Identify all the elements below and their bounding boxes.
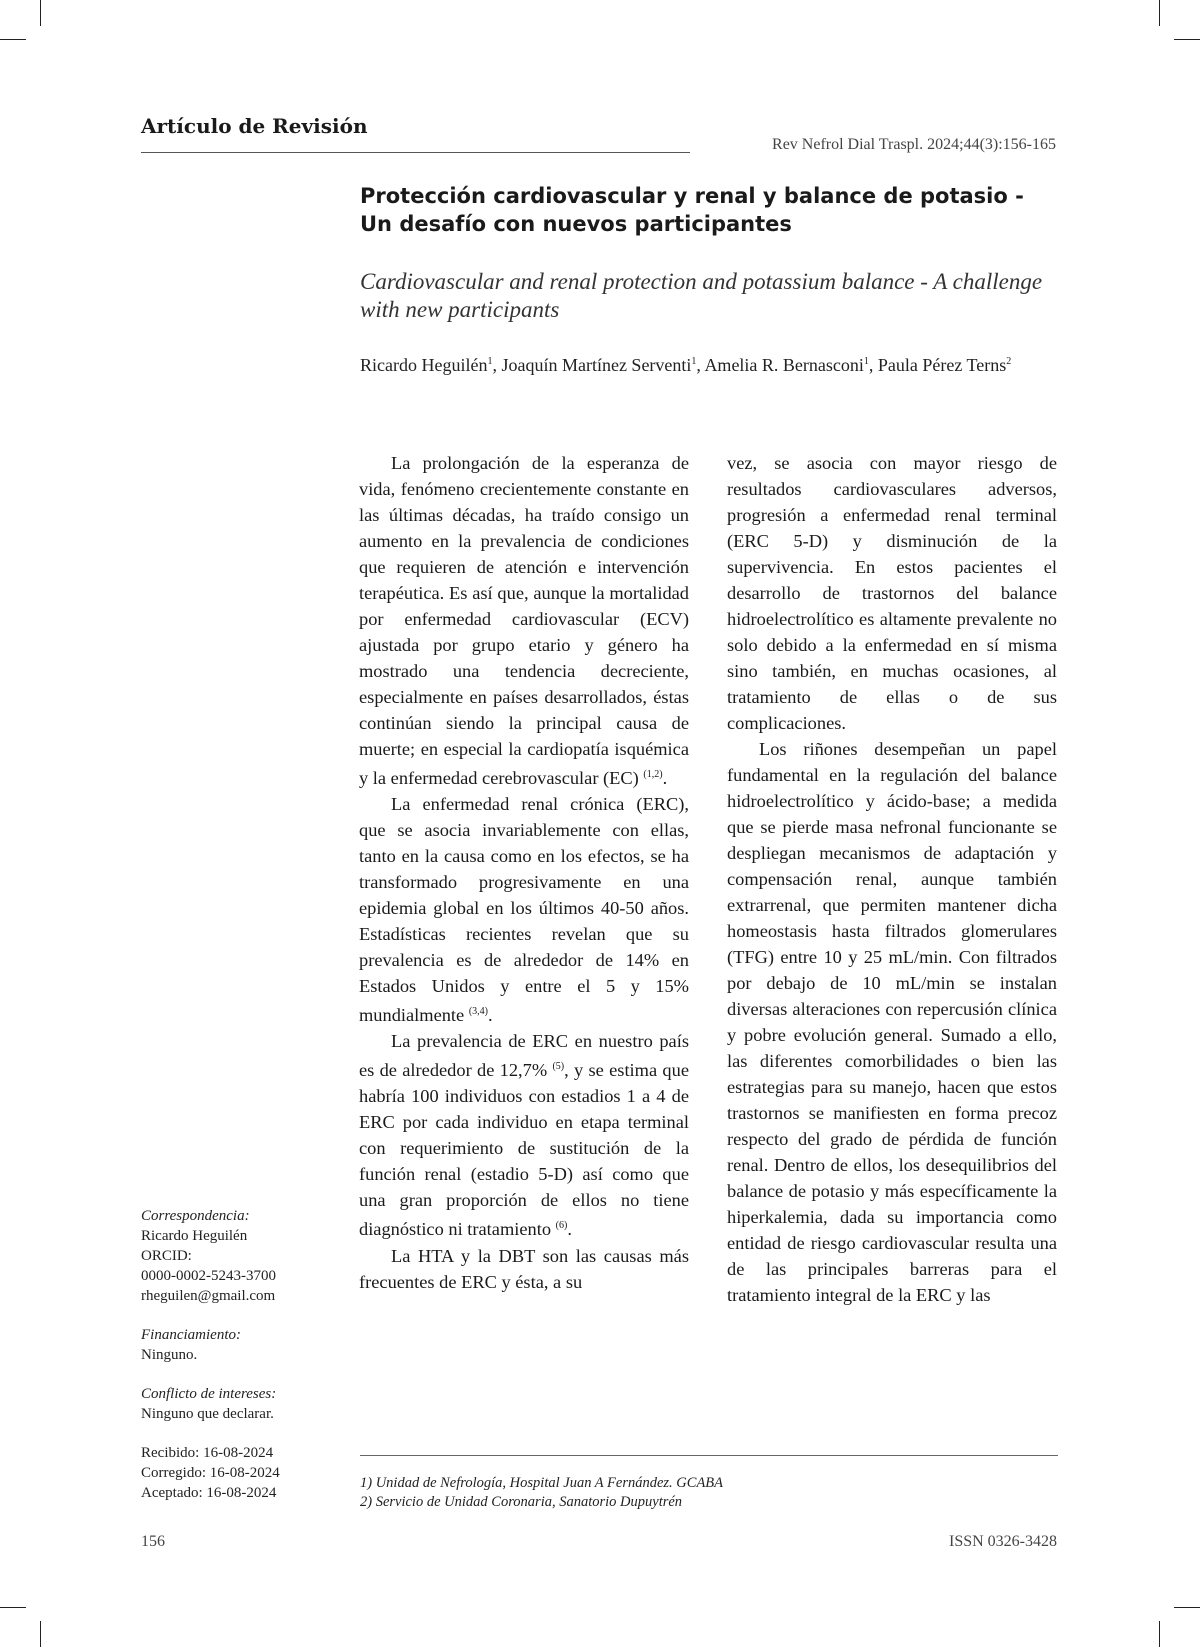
author-name: Paula Pérez Terns bbox=[877, 355, 1007, 375]
section-title: Artículo de Revisión bbox=[141, 114, 368, 138]
crop-mark bbox=[40, 0, 41, 26]
citation: (3,4) bbox=[468, 1006, 488, 1018]
crop-mark bbox=[1159, 1621, 1160, 1647]
body-paragraph: La HTA y la DBT son las causas más frecuentes de ERC y ésta, a su bbox=[359, 1245, 689, 1292]
affiliation-mark: 1 bbox=[863, 356, 869, 367]
journal-reference: Rev Nefrol Dial Traspl. 2024;44(3):156-165 bbox=[772, 136, 1056, 153]
crop-mark bbox=[0, 1607, 26, 1608]
affiliation-mark: 1 bbox=[487, 356, 493, 367]
orcid-label: ORCID: bbox=[141, 1248, 192, 1264]
body-paragraph: Los riñones desempeñan un papel fundamental en la regulación del balance hidroelectrolítico y ácido-base; a medida que se pierde masa nefronal funcionante se despliegan mecanismos de adaptación y compensación renal, aunque también extrarrenal, que permiten mantener dicha homeostasis hasta filtrados glomerulares (TFG) entre 10 y 25 mL/min. Con filtrados por debajo de 10 mL/min se instalan diversas alteraciones con repercusión clínica y pobre evolución general. Sumado a ello, las diferentes comorbilidades o bien las estrategias para su manejo, hacen que estos trastornos se manifiesten en forma precoz respecto del grado de pérdida de función renal. Dentro de ellos, los desequilibrios del balance de potasio y más específicamente la hiperkalemia, dada su importancia como entidad de riesgo cardiovascular resulta una de las principales barreras para el tratamiento integral de la ERC y las bbox=[727, 739, 1057, 1305]
issn: ISSN 0326-3428 bbox=[948, 1533, 1057, 1550]
conflict-block bbox=[141, 1384, 276, 1424]
conflict-label: Conflicto de intereses: bbox=[141, 1386, 277, 1402]
body-paragraph: La prolongación de la esperanza de vida, fenómeno crecientemente constante en las últimas décadas, ha traído consigo un aumento en la prevalencia de condiciones que requieren de atención e intervención terapéutica. Es así que, aunque la mortalidad por enfermedad cardiovascular (ECV) ajustada por grupo etario y género ha mostrado una tendencia decreciente, especialmente en países desarrollados, éstas continúan siendo la principal causa de muerte; en especial la cardiopatía isquémica y la enfermedad cerebrovascular (EC) $^{(1,2)}$. bbox=[359, 453, 689, 789]
citation: (5) bbox=[552, 1061, 565, 1073]
body-column-right bbox=[727, 450, 1057, 1308]
received-date: Recibido: 16-08-2024 bbox=[141, 1445, 274, 1461]
orcid-id: 0000-0002-5243-3700 bbox=[141, 1268, 276, 1284]
crop-mark bbox=[1174, 39, 1200, 40]
crop-mark bbox=[1159, 0, 1160, 26]
crop-mark bbox=[0, 39, 26, 40]
corrected-date: Corregido: 16-08-2024 bbox=[141, 1465, 280, 1481]
body-column-left bbox=[359, 450, 689, 1295]
header-rule bbox=[141, 152, 690, 153]
author-name: Joaquín Martínez Serventi bbox=[501, 355, 692, 375]
affiliation-mark: 2 bbox=[1006, 356, 1012, 367]
conflict-value: Ninguno que declarar. bbox=[141, 1406, 274, 1422]
footnote-rule bbox=[360, 1455, 1058, 1456]
correspondence-label: Correspondencia: bbox=[141, 1208, 250, 1224]
dates-block bbox=[141, 1443, 280, 1503]
affiliation-mark: 1 bbox=[691, 356, 697, 367]
correspondence-name: Ricardo Heguilén bbox=[141, 1228, 248, 1244]
accepted-date: Aceptado: 16-08-2024 bbox=[141, 1485, 277, 1501]
author-list: Ricardo Heguilén$^1$, Joaquín Martínez Serventi$^1$, Amelia R. Bernasconi$^1$, Paula Pérez Terns$^2$ bbox=[360, 355, 1012, 375]
author-name: Amelia R. Bernasconi bbox=[704, 355, 864, 375]
body-paragraph: vez, se asocia con mayor riesgo de resultados cardiovasculares adversos, progresión a enfermedad renal terminal (ERC 5-D) y disminución de la supervivencia. En estos pacientes el desarrollo de trastornos del balance hidroelectrolítico es altamente prevalente no solo debido a la enfermedad en sí misma sino también, en muchas ocasiones, al tratamiento de ellas o de sus complicaciones. bbox=[727, 453, 1057, 733]
crop-mark bbox=[40, 1621, 41, 1647]
page-number: 156 bbox=[141, 1533, 165, 1550]
footnote: 2) Servicio de Unidad Coronaria, Sanatorio Dupuytrén bbox=[360, 1494, 683, 1510]
footnote: 1) Unidad de Nefrología, Hospital Juan A Fernández. GCABA bbox=[360, 1475, 724, 1491]
crop-mark bbox=[1174, 1607, 1200, 1608]
author-name: Ricardo Heguilén bbox=[360, 355, 488, 375]
email: rheguilen@gmail.com bbox=[141, 1288, 276, 1304]
citation: (1,2) bbox=[643, 769, 663, 780]
citation: (6) bbox=[555, 1220, 568, 1232]
funding-value: Ninguno. bbox=[141, 1347, 198, 1363]
funding-block bbox=[141, 1325, 241, 1365]
body-paragraph: La prevalencia de ERC en nuestro país es de alrededor de 12,7% $^{(5)}$, y se estima que habría 100 individuos con estadios 1 a 4 de ERC por cada individuo en etapa terminal con requerimiento de sustitución de la función renal (estadio 5-D) así como que una gran proporción de ellos no tiene diagnóstico ni tratamiento $^{(6)}$. bbox=[359, 1031, 689, 1240]
article-title-english: Cardiovascular and renal protection and potassium balance - A challenge with new participants bbox=[360, 269, 1043, 322]
affiliation-footnotes bbox=[360, 1474, 723, 1512]
funding-label: Financiamiento: bbox=[141, 1327, 241, 1343]
article-title: Protección cardiovascular y renal y balance de potasio - Un desafío con nuevos participantes bbox=[360, 184, 1024, 236]
body-paragraph: La enfermedad renal crónica (ERC), que se asocia invariablemente con ellas, tanto en la causa como en los efectos, se ha transformado progresivamente en una epidemia global en los últimos 40-50 años. Estadísticas recientes revelan que su prevalencia es de alrededor de 14% en Estados Unidos y entre el 5 y 15% mundialmente $^{(3,4)}$. bbox=[359, 794, 689, 1026]
correspondence-block bbox=[141, 1206, 276, 1306]
